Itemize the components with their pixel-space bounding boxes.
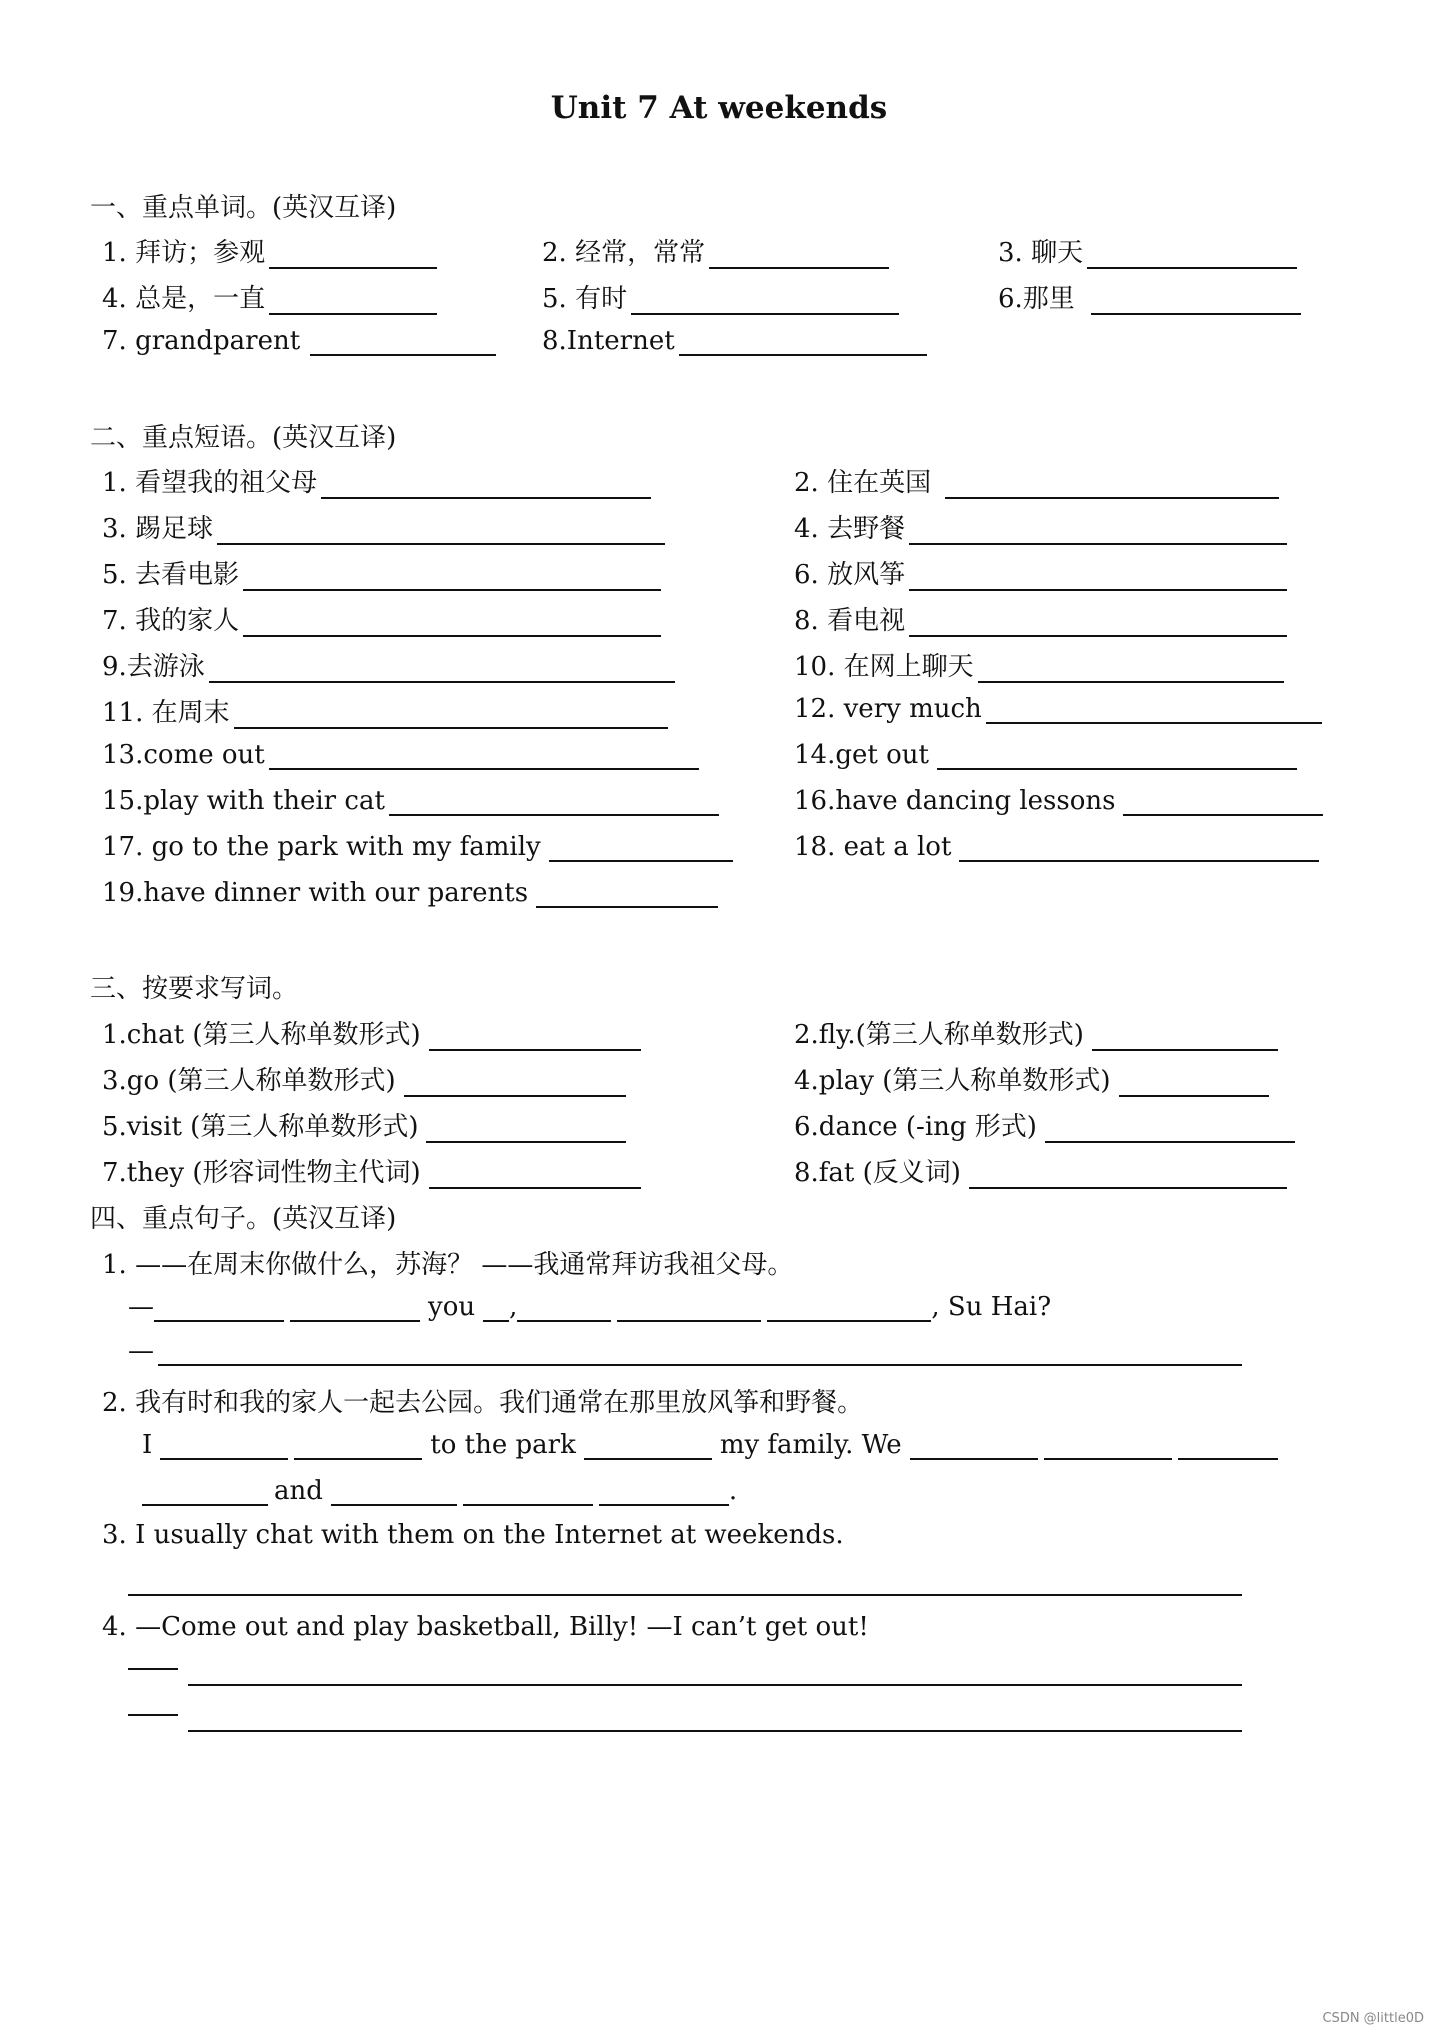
s2-item-18 (794, 830, 1319, 862)
s2-item-10 (794, 646, 1284, 683)
s1-item-7 (102, 324, 496, 356)
answer-blank[interactable] (331, 1474, 457, 1506)
q2-and: and (274, 1476, 323, 1506)
answer-blank[interactable] (483, 1290, 509, 1322)
s2-label: 6. 放风筝 (794, 560, 906, 590)
s2-item-17 (102, 830, 733, 862)
answer-blank[interactable] (549, 830, 733, 862)
s2-label: 4. 去野餐 (794, 514, 906, 544)
answer-blank[interactable] (217, 513, 665, 545)
answer-blank[interactable] (945, 467, 1279, 499)
answer-blank[interactable] (910, 1428, 1038, 1460)
q1-you: you (428, 1292, 476, 1322)
answer-blank[interactable] (160, 1428, 288, 1460)
s1-item-2 (542, 232, 889, 269)
answer-blank[interactable] (1087, 237, 1297, 269)
section-4-heading: 四、重点句子。(英汉互译) (90, 1204, 397, 1234)
s2-label: 8. 看电视 (794, 606, 906, 636)
answer-blank[interactable] (154, 1290, 284, 1322)
answer-blank[interactable] (909, 559, 1287, 591)
s4-q2-prompt: 2. 我有时和我的家人一起去公园。我们通常在那里放风筝和野餐。 (102, 1388, 864, 1418)
answer-blank[interactable] (937, 738, 1297, 770)
s2-label: 2. 住在英国 (794, 468, 932, 498)
s4-q1-prompt: 1. ——在周末你做什么，苏海？ ——我通常拜访我祖父母。 (102, 1250, 794, 1280)
s2-item-13 (102, 738, 699, 770)
s2-label: 18. eat a lot (794, 832, 952, 862)
s1-label: 7. grandparent (102, 326, 301, 356)
answer-blank[interactable] (517, 1290, 611, 1322)
q2-family: my family. We (719, 1430, 902, 1460)
s4-q2-answer-line-1 (142, 1428, 1284, 1460)
answer-blank[interactable] (310, 324, 496, 356)
s3-item-3 (102, 1060, 626, 1097)
s1-label: 8.Internet (542, 326, 675, 356)
q1-comma: , (509, 1292, 518, 1322)
page-title: Unit 7 At weekends (550, 90, 888, 126)
dash-mark (128, 1714, 178, 1716)
s3-label: 5.visit (第三人称单数形式) (102, 1112, 419, 1142)
s1-label: 2. 经常，常常 (542, 238, 706, 268)
s3-label: 2.fly.(第三人称单数形式) (794, 1020, 1084, 1050)
section-3-heading: 三、按要求写词。 (90, 974, 299, 1004)
s2-label: 1. 看望我的祖父母 (102, 468, 318, 498)
s2-label: 12. very much (794, 694, 982, 724)
section-2-heading: 二、重点短语。(英汉互译) (90, 423, 397, 453)
s4-q3-prompt: 3. I usually chat with them on the Internet at weekends. (102, 1520, 844, 1550)
answer-blank[interactable] (243, 605, 661, 637)
s2-item-14 (794, 738, 1297, 770)
answer-blank[interactable] (1044, 1428, 1172, 1460)
s2-label: 3. 踢足球 (102, 514, 214, 544)
answer-blank[interactable] (1119, 1065, 1269, 1097)
s2-label: 19.have dinner with our parents (102, 878, 529, 908)
s3-label: 8.fat (反义词) (794, 1158, 961, 1188)
dash-label: — (128, 1292, 154, 1322)
answer-blank[interactable] (426, 1111, 626, 1143)
s2-item-6 (794, 554, 1287, 591)
s1-item-8 (542, 324, 927, 356)
q2-park: to the park (430, 1430, 576, 1460)
s1-label: 6.那里 (998, 284, 1075, 314)
answer-blank[interactable] (969, 1157, 1287, 1189)
s4-q2-answer-line-2 (142, 1474, 745, 1506)
s3-item-8 (794, 1152, 1287, 1189)
s2-item-2 (794, 462, 1279, 499)
answer-line[interactable] (188, 1682, 1242, 1686)
s2-label: 14.get out (794, 740, 929, 770)
answer-blank[interactable] (978, 651, 1284, 683)
s1-label: 4. 总是，一直 (102, 284, 266, 314)
s2-item-4 (794, 508, 1287, 545)
watermark: CSDN @little0D (1322, 2011, 1424, 2026)
s4-q1-answer-line (128, 1290, 1059, 1322)
s1-item-3 (998, 232, 1297, 269)
s4-q1-reply-dash: — (128, 1336, 154, 1366)
s2-item-16 (794, 784, 1323, 816)
s2-label: 16.have dancing lessons (794, 786, 1116, 816)
answer-blank[interactable] (909, 513, 1287, 545)
s3-item-1 (102, 1014, 641, 1051)
q1-end: , Su Hai? (931, 1292, 1052, 1322)
s3-label: 1.chat (第三人称单数形式) (102, 1020, 421, 1050)
answer-blank[interactable] (767, 1290, 931, 1322)
s2-label: 9.去游泳 (102, 652, 205, 682)
answer-blank[interactable] (294, 1428, 422, 1460)
answer-blank[interactable] (290, 1290, 420, 1322)
dash-mark (128, 1668, 178, 1670)
answer-blank[interactable] (584, 1428, 712, 1460)
answer-blank[interactable] (142, 1474, 268, 1506)
s2-label: 7. 我的家人 (102, 606, 240, 636)
answer-blank[interactable] (1045, 1111, 1295, 1143)
s3-label: 3.go (第三人称单数形式) (102, 1066, 396, 1096)
s3-item-2 (794, 1014, 1278, 1051)
answer-blank[interactable] (986, 692, 1322, 724)
s2-label: 5. 去看电影 (102, 560, 240, 590)
answer-blank[interactable] (429, 1157, 641, 1189)
answer-blank[interactable] (536, 876, 718, 908)
s2-item-9 (102, 646, 675, 683)
s2-label: 10. 在网上聊天 (794, 652, 974, 682)
s2-item-5 (102, 554, 661, 591)
s2-item-19 (102, 876, 718, 908)
s2-item-8 (794, 600, 1287, 637)
answer-blank[interactable] (269, 237, 437, 269)
s3-item-5 (102, 1106, 626, 1143)
s3-label: 4.play (第三人称单数形式) (794, 1066, 1111, 1096)
s2-item-7 (102, 600, 661, 637)
answer-blank[interactable] (1178, 1428, 1278, 1460)
answer-line[interactable] (188, 1728, 1242, 1732)
s1-item-1 (102, 232, 437, 269)
q2-i: I (142, 1430, 153, 1460)
s2-label: 17. go to the park with my family (102, 832, 541, 862)
s2-item-11 (102, 692, 668, 729)
answer-blank[interactable] (631, 283, 899, 315)
answer-blank[interactable] (429, 1019, 641, 1051)
s3-item-4 (794, 1060, 1269, 1097)
section-1-heading: 一、重点单词。(英汉互译) (90, 193, 397, 223)
s1-label: 5. 有时 (542, 284, 628, 314)
answer-blank[interactable] (599, 1474, 729, 1506)
answer-line[interactable] (128, 1592, 1242, 1596)
answer-blank[interactable] (679, 324, 927, 356)
s3-label: 6.dance (-ing 形式) (794, 1112, 1037, 1142)
s2-label: 11. 在周末 (102, 698, 230, 728)
s3-item-7 (102, 1152, 641, 1189)
s2-item-3 (102, 508, 665, 545)
s4-q4-prompt: 4. —Come out and play basketball, Billy! —I can’t get out! (102, 1612, 869, 1642)
answer-blank[interactable] (269, 283, 437, 315)
s2-item-12 (794, 692, 1322, 724)
answer-blank[interactable] (617, 1290, 761, 1322)
answer-blank[interactable] (463, 1474, 593, 1506)
answer-blank[interactable] (243, 559, 661, 591)
s1-item-4 (102, 278, 437, 315)
s3-item-6 (794, 1106, 1295, 1143)
answer-blank[interactable] (1092, 1019, 1278, 1051)
s3-label: 7.they (形容词性物主代词) (102, 1158, 421, 1188)
s2-item-15 (102, 784, 719, 816)
answer-blank[interactable] (209, 651, 675, 683)
s1-item-6 (998, 278, 1301, 315)
answer-blank[interactable] (709, 237, 889, 269)
answer-blank[interactable] (1123, 784, 1323, 816)
s2-item-1 (102, 462, 651, 499)
s1-item-5 (542, 278, 899, 315)
answer-blank[interactable] (321, 467, 651, 499)
s1-label: 3. 聊天 (998, 238, 1084, 268)
s1-label: 1. 拜访；参观 (102, 238, 266, 268)
answer-blank[interactable] (909, 605, 1287, 637)
answer-blank[interactable] (404, 1065, 626, 1097)
answer-blank[interactable] (234, 697, 668, 729)
q2-end: . (728, 1476, 738, 1506)
answer-blank[interactable] (959, 830, 1319, 862)
answer-blank[interactable] (1091, 283, 1301, 315)
s2-label: 13.come out (102, 740, 265, 770)
answer-blank[interactable] (389, 784, 719, 816)
answer-line[interactable] (158, 1362, 1242, 1366)
s2-label: 15.play with their cat (102, 786, 385, 816)
answer-blank[interactable] (269, 738, 699, 770)
